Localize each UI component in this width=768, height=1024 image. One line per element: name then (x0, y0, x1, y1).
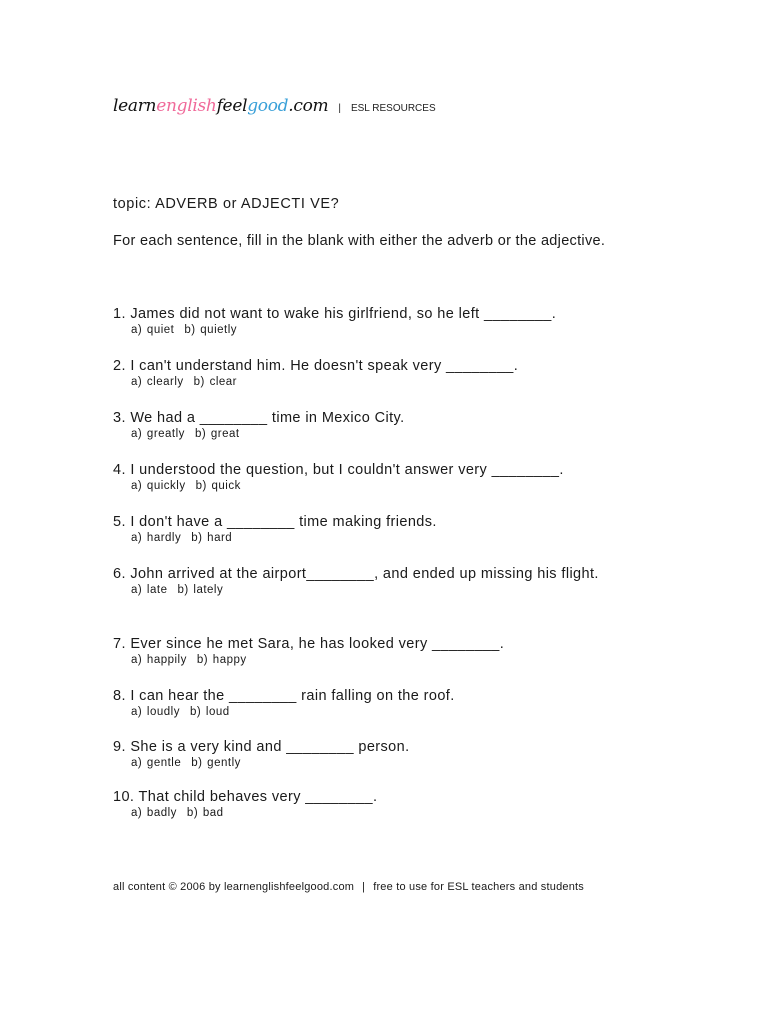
footer-separator: | (362, 881, 366, 893)
option-b: b) gently (191, 757, 241, 769)
answer-options (131, 532, 633, 544)
question-9 (113, 738, 633, 769)
logo-part-good: good (247, 96, 289, 116)
answer-options (131, 584, 633, 596)
option-b: b) lately (177, 584, 224, 596)
option-b: b) hard (191, 532, 233, 544)
answer-options (131, 706, 633, 718)
option-b: b) quietly (184, 324, 238, 336)
answer-options (131, 480, 633, 492)
option-b: b) quick (195, 480, 241, 492)
question-text: 2. I can't understand him. He doesn't speak very ________. (113, 358, 519, 374)
logo-part-english: english (156, 96, 217, 116)
question-text: 3. We had a ________ time in Mexico City. (113, 410, 405, 426)
question-text: 5. I don't have a ________ time making friends. (113, 514, 437, 530)
answer-options (131, 757, 633, 769)
logo-part-feel: feel (216, 96, 248, 116)
answer-options (131, 428, 633, 440)
question-text: 4. I understood the question, but I couldn't answer very ________. (113, 462, 564, 478)
option-a: a) loudly (131, 706, 180, 718)
question-2 (113, 357, 633, 388)
option-a: a) late (131, 584, 168, 596)
question-text: 1. James did not want to wake his girlfriend, so he left ________. (113, 306, 557, 322)
page-footer (113, 881, 584, 893)
topic-heading: topic: ADVERB or ADJECTI VE? (113, 196, 340, 212)
option-b: b) loud (189, 706, 230, 718)
option-b: b) clear (193, 376, 238, 388)
question-text: 10. That child behaves very ________. (113, 789, 378, 805)
header-separator: | (338, 103, 341, 114)
option-a: a) greatly (131, 428, 185, 440)
answer-options (131, 376, 633, 388)
question-6 (113, 565, 633, 596)
answer-options (131, 654, 633, 666)
option-a: a) badly (131, 807, 177, 819)
question-10 (113, 788, 633, 819)
question-3 (113, 409, 633, 440)
site-logo (113, 96, 328, 116)
answer-options (131, 807, 633, 819)
footer-copyright: all content © 2006 by learnenglishfeelgood.com (113, 881, 355, 893)
option-a: a) happily (131, 654, 187, 666)
question-text: 7. Ever since he met Sara, he has looked very ________. (113, 636, 505, 652)
instructions-text: For each sentence, fill in the blank with either the adverb or the adjective. (113, 233, 606, 249)
page-header (113, 96, 436, 116)
footer-usage-note: free to use for ESL teachers and students (373, 881, 584, 893)
option-a: a) clearly (131, 376, 184, 388)
option-a: a) gentle (131, 757, 182, 769)
header-resources-label: ESL RESOURCES (350, 103, 436, 114)
question-text: 9. She is a very kind and ________ person. (113, 739, 410, 755)
answer-options (131, 324, 633, 336)
question-5 (113, 513, 633, 544)
logo-part-learn: learn (113, 96, 157, 116)
option-a: a) hardly (131, 532, 182, 544)
question-7 (113, 635, 633, 666)
question-text: 8. I can hear the ________ rain falling on the roof. (113, 688, 455, 704)
option-a: a) quickly (131, 480, 186, 492)
option-b: b) great (194, 428, 240, 440)
logo-part-com: .com (288, 96, 329, 116)
question-8 (113, 687, 633, 718)
option-b: b) happy (196, 654, 247, 666)
option-b: b) bad (186, 807, 224, 819)
option-a: a) quiet (131, 324, 175, 336)
question-text: 6. John arrived at the airport________, and ended up missing his flight. (113, 566, 599, 582)
question-1 (113, 305, 633, 336)
question-4 (113, 461, 633, 492)
